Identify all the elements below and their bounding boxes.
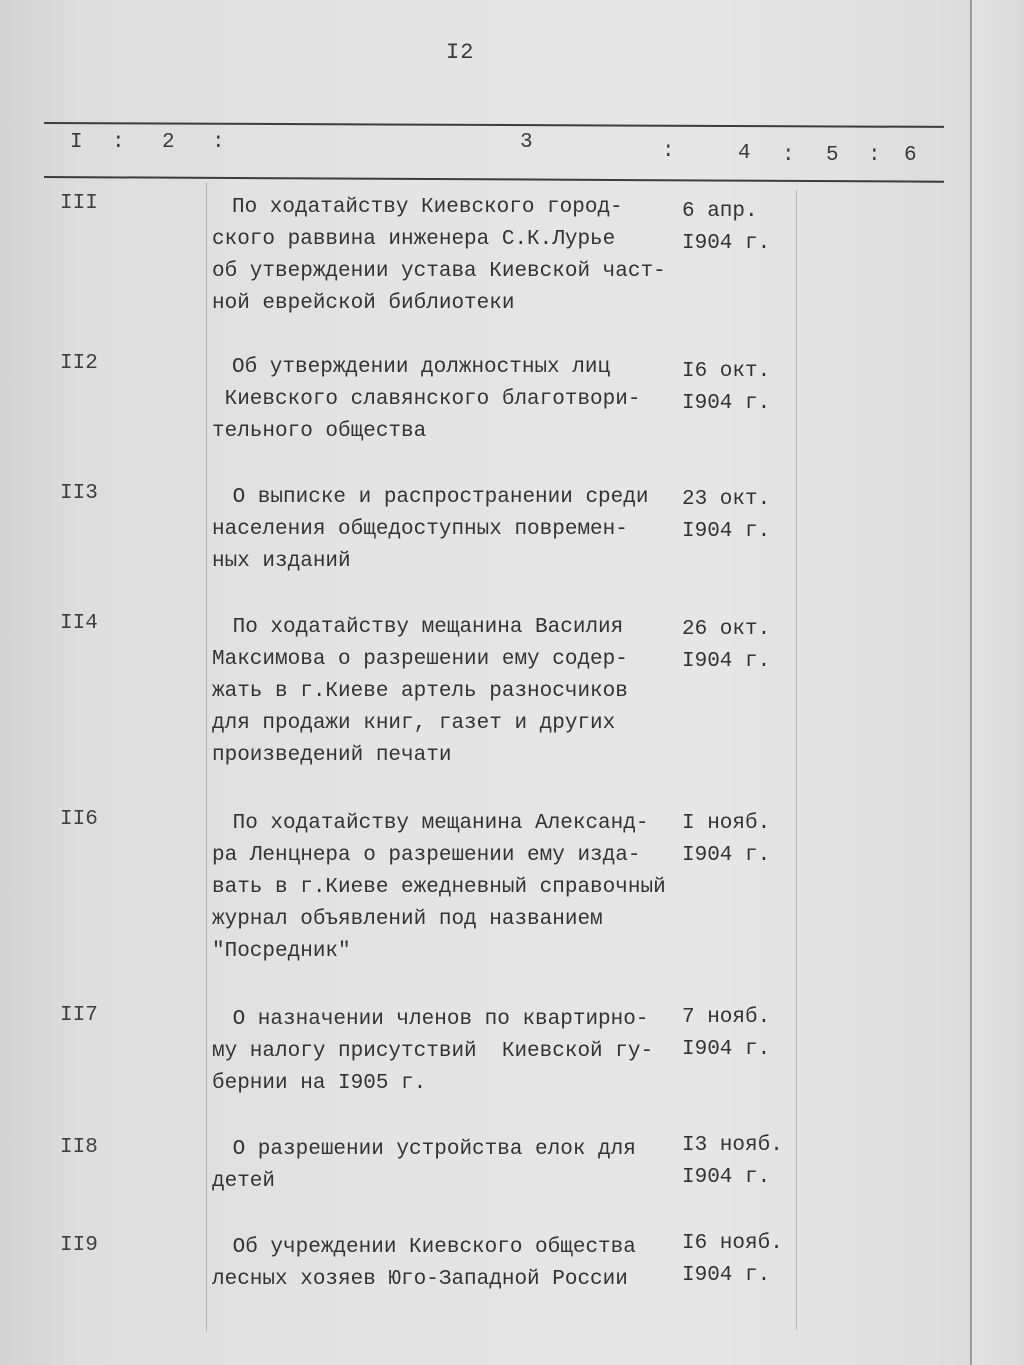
date-line: I6 нояб. xyxy=(682,1232,783,1255)
column-divider xyxy=(206,182,207,1332)
col-header-sep: : xyxy=(662,140,675,163)
col-header-1: I xyxy=(70,131,83,154)
row-number: II9 xyxy=(60,1234,98,1257)
date-line: I3 нояб. xyxy=(682,1134,783,1157)
col-header-sep: : xyxy=(212,131,225,154)
description-line: "Посредник" xyxy=(212,940,351,963)
description-line: детей xyxy=(212,1170,276,1193)
row-description xyxy=(212,192,712,320)
col-header-2: 2 xyxy=(162,131,175,154)
row-date xyxy=(682,1130,792,1194)
row-date xyxy=(682,196,792,260)
description-line: По ходатайству Киевского город- xyxy=(232,196,623,219)
description-line: населения общедоступных повремен- xyxy=(212,518,628,541)
row-number: II3 xyxy=(60,482,98,505)
description-line: му налогу присутствий Киевской гу- xyxy=(212,1040,654,1063)
row-number: II6 xyxy=(60,808,98,831)
date-line: 7 нояб. xyxy=(682,1006,771,1029)
description-line: лесных хозяев Юго-Западной России xyxy=(212,1268,628,1291)
description-line: бернии на I905 г. xyxy=(212,1072,427,1095)
row-date xyxy=(682,1228,792,1292)
date-line: I904 г. xyxy=(682,1038,771,1061)
date-line: 23 окт. xyxy=(682,488,771,511)
row-description xyxy=(212,808,712,968)
row-date xyxy=(682,356,792,420)
description-line: ра Ленцнера о разрешении ему изда- xyxy=(212,844,641,867)
description-line: произведений печати xyxy=(212,744,452,767)
row-date xyxy=(682,808,792,872)
description-line: для продажи книг, газет и других xyxy=(212,712,616,735)
col-header-sep: : xyxy=(112,131,125,154)
date-line: I6 окт. xyxy=(682,360,771,383)
row-description xyxy=(212,1134,712,1198)
description-line: вать в г.Киеве ежедневный справочный xyxy=(212,876,666,899)
row-number: III xyxy=(60,192,98,215)
row-description xyxy=(212,482,712,578)
date-line: 26 окт. xyxy=(682,618,771,641)
col-header-3: 3 xyxy=(520,131,533,154)
description-line: Киевского славянского благотвори- xyxy=(212,388,641,411)
col-header-sep: : xyxy=(868,144,881,167)
row-description xyxy=(212,1232,712,1296)
description-line: ных изданий xyxy=(212,550,351,573)
description-line: ной еврейской библиотеки xyxy=(212,292,515,315)
row-number: II7 xyxy=(60,1004,98,1027)
date-line: I904 г. xyxy=(682,392,771,415)
page-edge-shadow xyxy=(970,0,1024,1365)
row-date xyxy=(682,1002,792,1066)
date-line: 6 апр. xyxy=(682,200,758,223)
row-date xyxy=(682,614,792,678)
description-line: журнал объявлений под названием xyxy=(212,908,603,931)
col-header-sep: : xyxy=(782,144,795,167)
description-line: Об утверждении должностных лиц xyxy=(232,356,611,379)
col-header-6: 6 xyxy=(904,144,917,167)
row-number: II2 xyxy=(60,352,98,375)
col-header-5: 5 xyxy=(826,144,839,167)
description-line: Максимова о разрешении ему содер- xyxy=(212,648,628,671)
col-header-4: 4 xyxy=(738,142,751,165)
row-number: II4 xyxy=(60,612,98,635)
description-line: жать в г.Киеве артель разносчиков xyxy=(212,680,628,703)
description-line: Об учреждении Киевского общества xyxy=(220,1236,636,1259)
row-description xyxy=(212,352,712,448)
description-line: об утверждении устава Киевской част- xyxy=(212,260,666,283)
column-divider xyxy=(796,190,797,1330)
row-description xyxy=(212,1004,712,1100)
page-number: I2 xyxy=(446,40,475,65)
description-line: По ходатайству мещанина Василия xyxy=(220,616,624,639)
description-line: По ходатайству мещанина Александ- xyxy=(220,812,649,835)
row-description xyxy=(212,612,712,772)
description-line: О разрешении устройства елок для xyxy=(220,1138,636,1161)
date-line: I нояб. xyxy=(682,812,771,835)
date-line: I904 г. xyxy=(682,1264,771,1287)
description-line: ского раввина инженера С.К.Лурье xyxy=(212,228,616,251)
description-line: О выписке и распространении среди xyxy=(220,486,649,509)
row-number: II8 xyxy=(60,1136,98,1159)
description-line: тельного общества xyxy=(212,420,427,443)
date-line: I904 г. xyxy=(682,232,771,255)
row-date xyxy=(682,484,792,548)
date-line: I904 г. xyxy=(682,650,771,673)
date-line: I904 г. xyxy=(682,1166,771,1189)
description-line: О назначении членов по квартирно- xyxy=(220,1008,649,1031)
date-line: I904 г. xyxy=(682,844,771,867)
date-line: I904 г. xyxy=(682,520,771,543)
